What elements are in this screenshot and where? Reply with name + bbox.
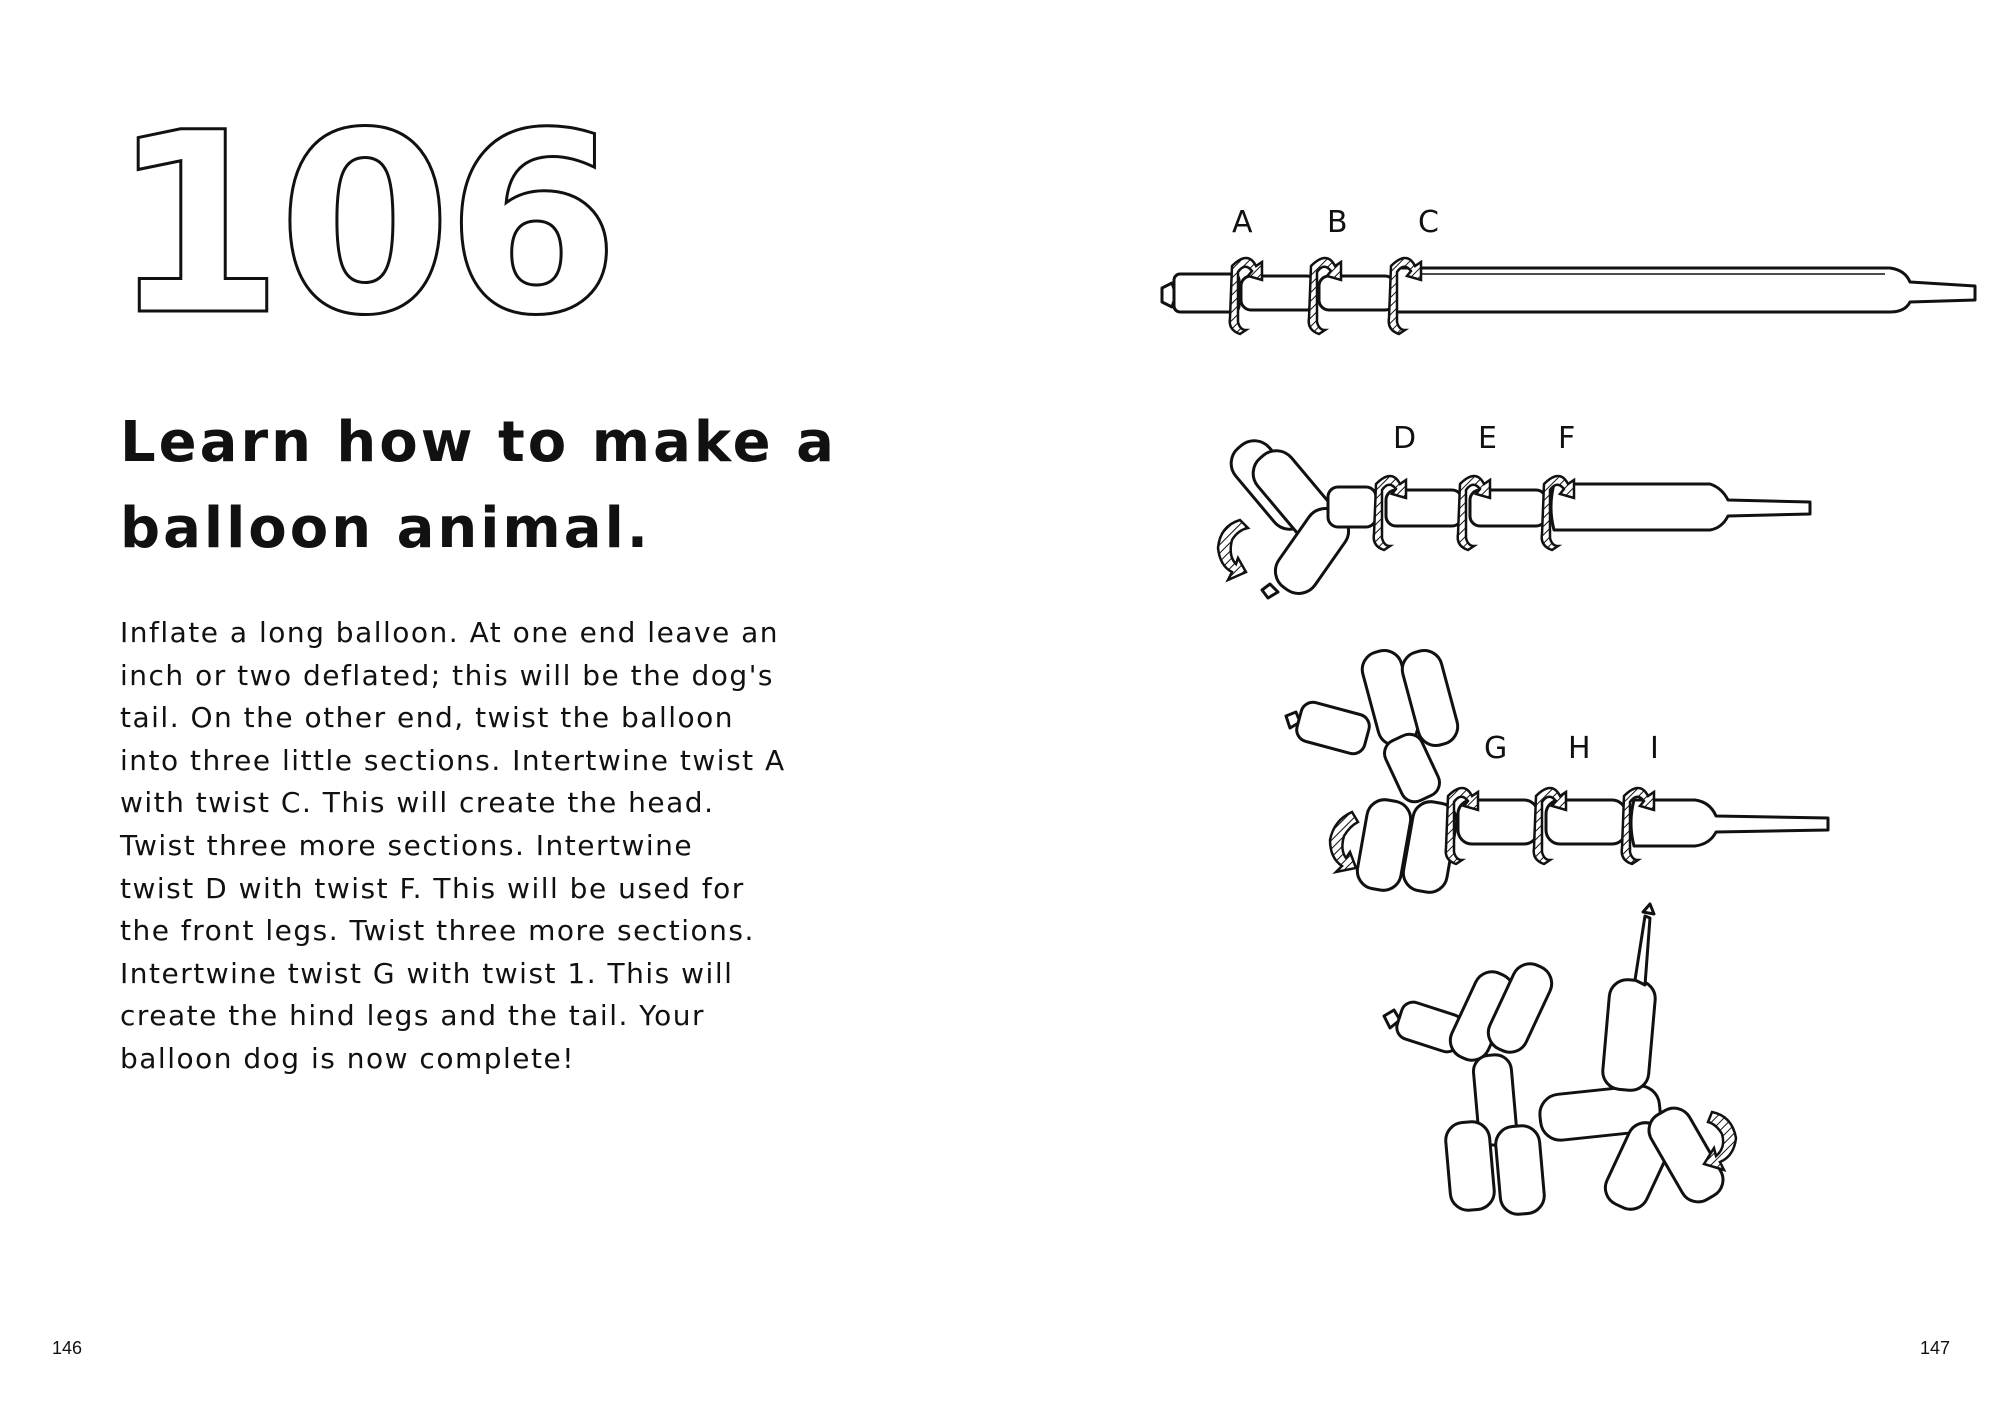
page-number-right: 147	[1920, 1338, 1951, 1358]
instruction-line: inch or two deflated; this will be the dog's	[120, 658, 774, 692]
instruction-line: twist D with twist F. This will be used for	[120, 871, 745, 905]
page-number-left: 146	[52, 1338, 83, 1358]
instruction-line: Inflate a long balloon. At one end leave an	[120, 616, 780, 649]
twist-label-a: A	[1232, 205, 1253, 240]
step-2-labels	[1393, 421, 1575, 456]
twist-label-c: C	[1418, 205, 1439, 240]
twist-label-e: E	[1478, 421, 1497, 456]
instruction-line: with twist C. This will create the head.	[120, 786, 715, 820]
step-2-balloon	[1223, 433, 1810, 602]
completed-dog-twist-arrow	[1704, 1112, 1736, 1170]
instruction-line: create the hind legs and the tail. Your	[120, 999, 706, 1033]
step-3-labels	[1484, 731, 1659, 766]
instruction-line: Intertwine twist G with twist 1. This will	[120, 956, 734, 990]
twist-label-h: H	[1568, 731, 1591, 766]
twist-label-b: B	[1327, 205, 1348, 240]
step-1-balloon	[1162, 268, 1975, 312]
twist-label-d: D	[1393, 421, 1417, 456]
instruction-line: Twist three more sections. Intertwine	[120, 828, 694, 862]
balloon-animal-illustrations	[1000, 0, 2000, 1407]
instruction-line: into three little sections. Intertwine twist A	[120, 743, 786, 777]
instruction-line: the front legs. Twist three more sections.	[120, 914, 755, 948]
entry-number: 106	[110, 79, 614, 370]
headline: Learn how to make a balloon animal.	[120, 410, 837, 561]
instruction-line: balloon dog is now complete!	[120, 1041, 575, 1075]
twist-label-f: F	[1558, 421, 1576, 456]
completed-balloon-dog	[1384, 904, 1730, 1216]
instructions-text	[120, 612, 880, 1081]
instruction-line: tail. On the other end, twist the balloon	[120, 701, 735, 735]
twist-label-g: G	[1484, 731, 1508, 766]
right-page	[1000, 0, 2000, 1407]
step-1-labels	[1232, 205, 1439, 240]
twist-label-i: I	[1650, 731, 1659, 766]
step-3-balloon	[1286, 646, 1828, 895]
